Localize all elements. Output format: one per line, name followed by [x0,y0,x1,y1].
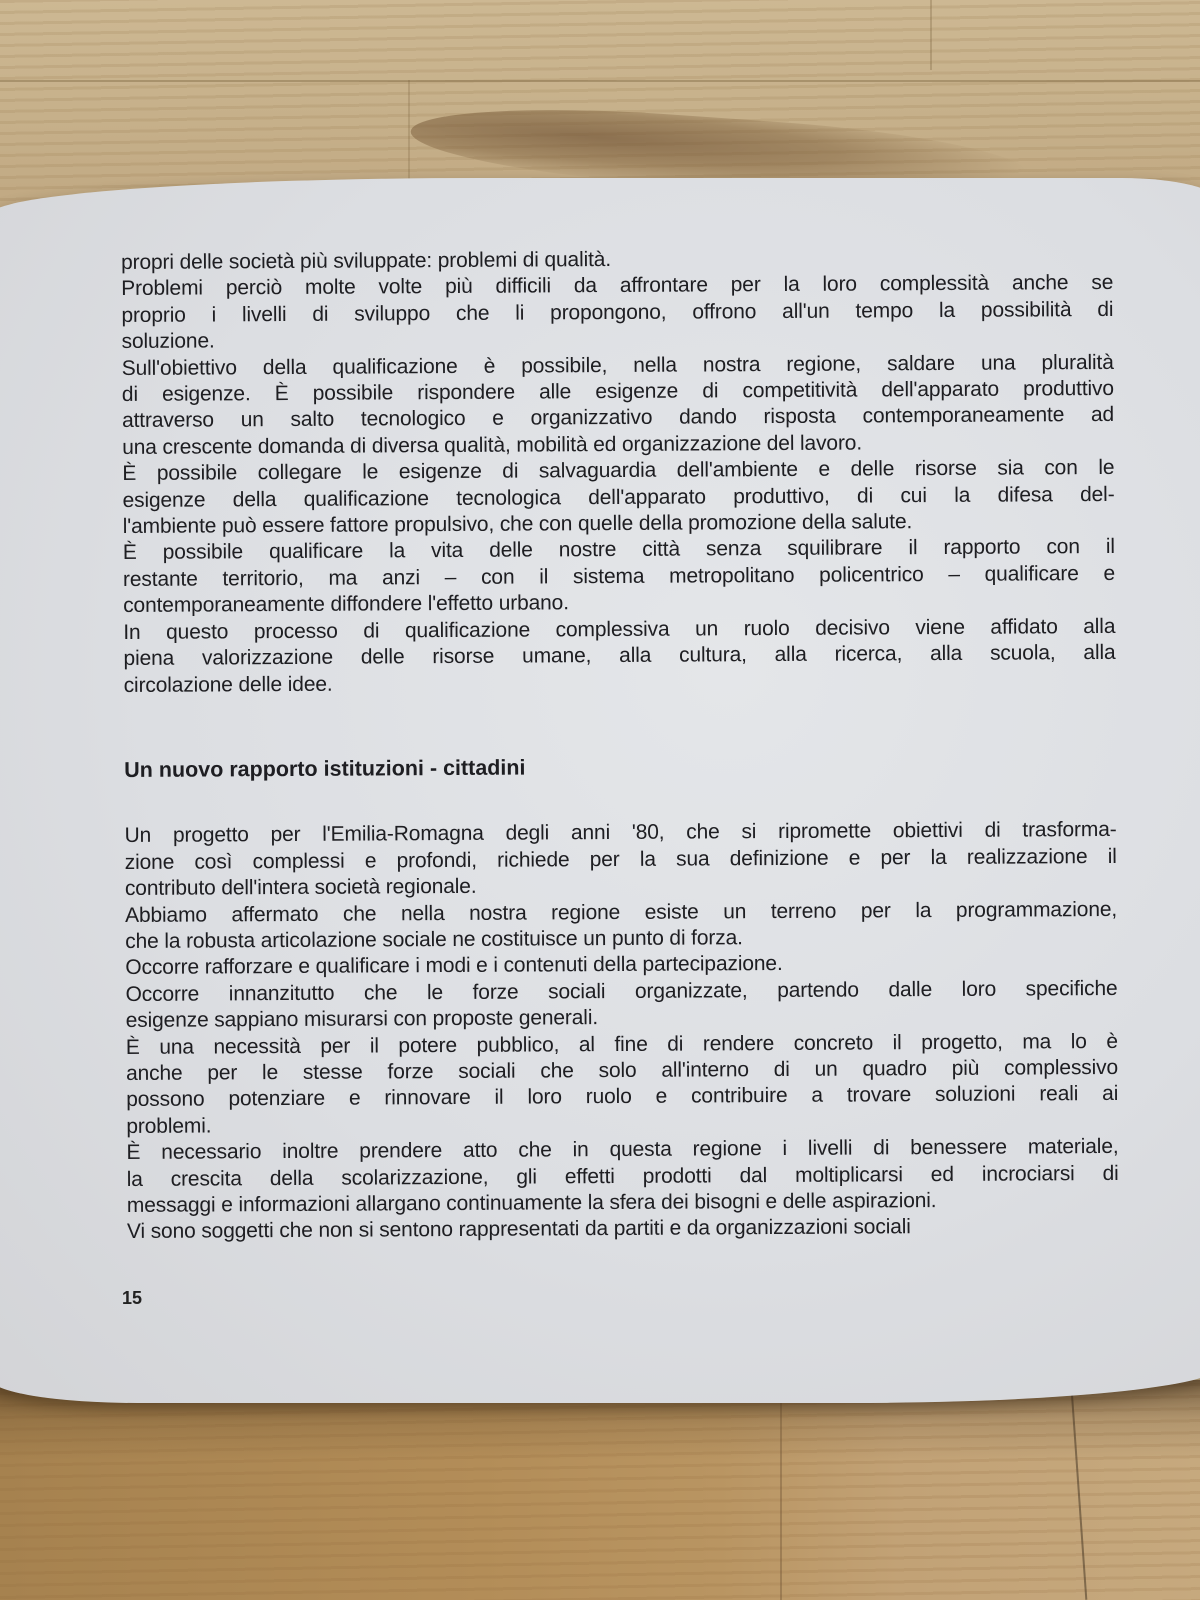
paragraph [126,1028,1119,1140]
section-intro [121,244,1116,699]
text-line: Sull'obiettivo della qualificazione è possibile, nella nostra regione, saldare una pluralità [121,350,1114,380]
paragraph [125,817,1117,902]
section-institutions-citizens [125,817,1120,1246]
paragraph [122,455,1114,540]
text-line: esigenze sappiano misurarsi con proposte generali. [125,1006,599,1033]
text-line: che la robusta articolazione sociale ne costituisce un punto di forza. [125,926,743,953]
text-line: esigenze della qualificazione tecnologica dell'apparato produttivo, di cui la difesa del- [122,482,1115,512]
text-line: Occorre rafforzare e qualificare i modi e i contenuti della partecipazione. [125,952,783,980]
text-line: soluzione. [121,329,215,354]
text-line: Problemi perciò molte volte più difficili da affrontare per la loro complessità anche se [121,271,1114,301]
text-line: In questo processo di qualificazione complessiva un ruolo decisivo viene affidato alla [123,614,1116,644]
page-number: 15 [122,1288,143,1308]
wood-plank-seam [780,1380,782,1600]
paragraph [123,614,1115,699]
text-line: piena valorizzazione delle risorse umane, alla cultura, alla ricerca, alla scuola, alla [123,641,1116,671]
text-line: attraverso un salto tecnologico e organizzativo dando risposta contemporaneamente ad [121,403,1115,433]
paragraph [126,1134,1118,1219]
text-line: una crescente domanda di diversa qualità, mobilità ed organizzazione del lavoro. [122,431,863,459]
text-line: È una necessità per il potere pubblico, al fine di rendere concreto il progetto, ma lo è [125,1029,1118,1059]
text-line: l'ambiente può essere fattore propulsivo, che con quelle della promozione della salute. [122,510,913,539]
paragraph [123,534,1115,619]
paragraph [125,976,1117,1035]
page-body-text [121,244,1119,1246]
text-line: circolazione delle idee. [123,672,333,697]
text-line: contributo dell'intera società regionale. [124,874,477,901]
section-heading: Un nuovo rapporto istituzioni - cittadini [124,755,526,782]
text-line: propri delle società più sviluppate: problemi di qualità. [121,248,612,274]
text-line: Abbiamo affermato che nella nostra regione esiste un terreno per la programmazione, [124,897,1118,927]
text-line: messaggi e informazioni allargano continuamente la sfera dei bisogni e delle aspirazioni. [126,1189,937,1217]
text-line: proprio i livelli di sviluppo che li propongono, offrono all'un tempo la possibilità di [121,297,1114,327]
text-line: anche per le stesse forze sociali che solo all'interno di un quadro più complessivo [125,1055,1119,1085]
paragraph [121,270,1113,355]
text-line: È possibile collegare le esigenze di salvaguardia dell'ambiente e delle risorse sia con le [122,456,1115,486]
text-line: zione così complessi e profondi, richiede per la sua definizione e per la realizzazione il [124,844,1117,874]
wood-plank-seam [0,80,1200,82]
paragraph [122,350,1115,462]
text-line: possono potenziare e rinnovare il loro ruolo e contribuire a trovare soluzioni reali ai [126,1082,1119,1112]
text-line: restante territorio, ma anzi – con il sistema metropolitano policentrico – qualificare e [122,561,1116,591]
text-line: È necessario inoltre prendere atto che in questa regione i livelli di benessere materiale, [126,1135,1119,1165]
wood-table-background-bottom [0,1380,1200,1600]
text-line: Vi sono soggetti che non si sentono rappresentati da partiti e da organizzazioni sociali [126,1215,911,1244]
text-line: di esigenze. È possibile rispondere alle esigenze di competitività dell'apparato produttivo [121,376,1114,407]
text-line: problemi. [126,1114,212,1138]
wood-plank-seam [930,0,932,70]
wood-plank-seam [1071,1390,1088,1600]
text-line: È possibile qualificare la vita delle nostre città senza squilibrare il rapporto con il [122,535,1115,565]
text-line: contemporaneamente diffondere l'effetto urbano. [123,591,569,618]
text-line: la crescita della scolarizzazione, gli effetti prodotti dal moltiplicarsi ed incrociarsi di [126,1161,1119,1191]
text-line: Occorre innanzitutto che le forze sociali organizzate, partendo dalle loro specifiche [125,976,1118,1006]
paragraph [125,896,1117,955]
text-line: Un progetto per l'Emilia-Romagna degli anni '80, che si ripromette obiettivi di trasforma- [124,818,1117,848]
